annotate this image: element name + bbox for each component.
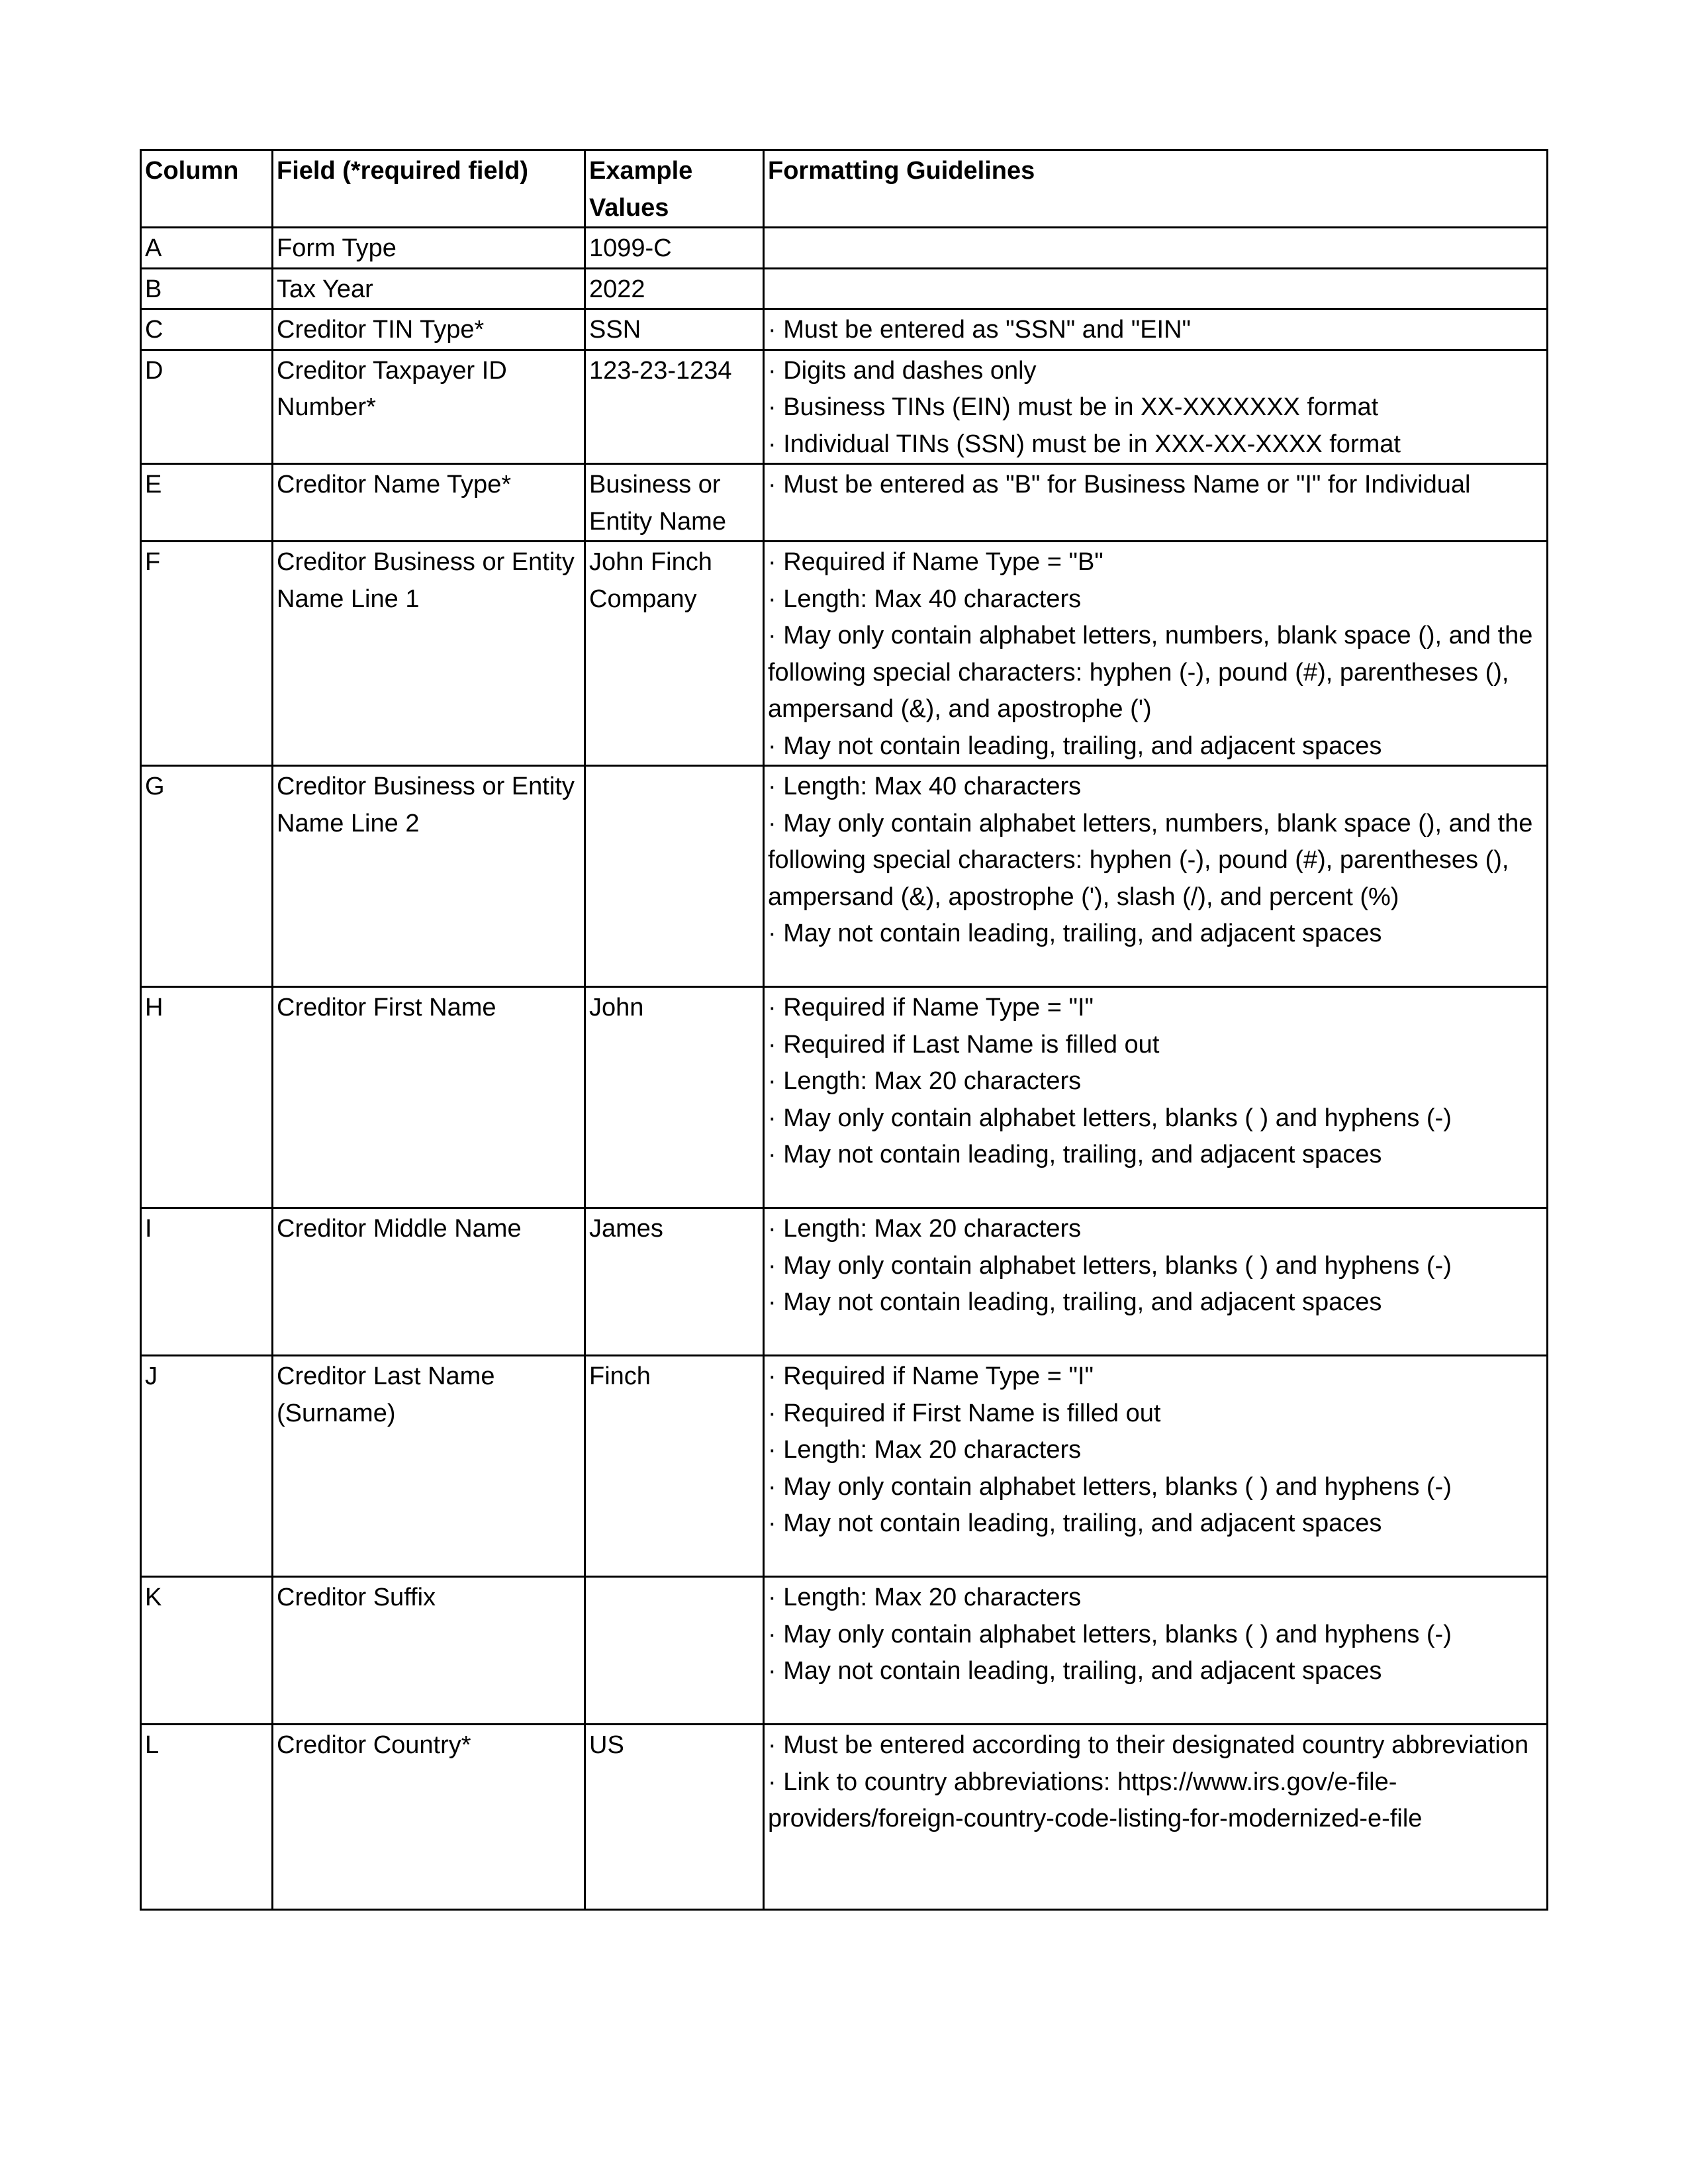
guideline-item: · Digits and dashes only bbox=[768, 356, 1037, 385]
guideline-item: · May only contain alphabet letters, numbers, blank space (), and the following special characters: hyphen (-), pound (#), parentheses (), ampersand (&), apostrophe ('), slash (/), and percent (%) bbox=[768, 809, 1533, 911]
guideline-item: · Must be entered as "SSN" and "EIN" bbox=[768, 316, 1192, 344]
table-row bbox=[141, 464, 1548, 542]
guideline-item: · May only contain alphabet letters, blanks ( ) and hyphens (-) bbox=[768, 1620, 1452, 1648]
field-name-cell: Creditor Last Name (Surname) bbox=[273, 1356, 585, 1577]
guidelines-cell bbox=[764, 464, 1548, 542]
guideline-item: · Length: Max 20 characters bbox=[768, 1436, 1082, 1464]
column-letter-cell: F bbox=[141, 542, 273, 766]
column-letter-cell: K bbox=[141, 1577, 273, 1725]
table-row bbox=[141, 228, 1548, 269]
field-name-cell: Creditor TIN Type* bbox=[273, 309, 585, 350]
guideline-item: · Link to country abbreviations: https://www.irs.gov/e-file-providers/foreign-country-code-listing-for-modernized-e-file bbox=[768, 1768, 1423, 1832]
table-row bbox=[141, 1577, 1548, 1725]
table-row bbox=[141, 1356, 1548, 1577]
guideline-item: · May not contain leading, trailing, and adjacent spaces bbox=[768, 1141, 1382, 1168]
field-spec-table bbox=[140, 149, 1548, 1911]
guideline-item: · Must be entered according to their designated country abbreviation bbox=[768, 1731, 1529, 1759]
guideline-item: · Length: Max 40 characters bbox=[768, 773, 1082, 800]
guideline-item: · May not contain leading, trailing, and adjacent spaces bbox=[768, 1509, 1382, 1537]
example-value-cell: 1099-C bbox=[585, 228, 764, 269]
field-name-cell: Creditor Country* bbox=[273, 1725, 585, 1910]
guideline-item: · May not contain leading, trailing, and adjacent spaces bbox=[768, 732, 1382, 760]
guideline-item: · Length: Max 20 characters bbox=[768, 1215, 1082, 1243]
guideline-item: · Required if Name Type = "B" bbox=[768, 548, 1103, 576]
guidelines-cell bbox=[764, 1577, 1548, 1725]
field-name-cell: Creditor Name Type* bbox=[273, 464, 585, 542]
field-name-cell: Creditor Suffix bbox=[273, 1577, 585, 1725]
column-letter-cell: C bbox=[141, 309, 273, 350]
guideline-item: · Must be entered as "B" for Business Name or "I" for Individual bbox=[768, 471, 1471, 499]
example-value-cell: US bbox=[585, 1725, 764, 1910]
guideline-item: · Individual TINs (SSN) must be in XXX-XX-XXXX format bbox=[768, 430, 1401, 458]
header-row bbox=[141, 150, 1548, 228]
field-name-cell: Creditor Business or Entity Name Line 1 bbox=[273, 542, 585, 766]
example-value-cell: Business or Entity Name bbox=[585, 464, 764, 542]
example-value-cell bbox=[585, 1577, 764, 1725]
guideline-item: · May not contain leading, trailing, and adjacent spaces bbox=[768, 920, 1382, 947]
table-row bbox=[141, 542, 1548, 766]
guidelines-cell bbox=[764, 350, 1548, 464]
field-name-cell: Tax Year bbox=[273, 268, 585, 309]
field-name-cell: Creditor Taxpayer ID Number* bbox=[273, 350, 585, 464]
table-row bbox=[141, 1208, 1548, 1356]
guideline-item: · May not contain leading, trailing, and adjacent spaces bbox=[768, 1657, 1382, 1685]
example-values-header: Example Values bbox=[585, 150, 764, 228]
guideline-item: · Required if First Name is filled out bbox=[768, 1399, 1161, 1427]
guideline-item: · Length: Max 40 characters bbox=[768, 585, 1082, 613]
guideline-item: · Required if Last Name is filled out bbox=[768, 1030, 1160, 1059]
table-body bbox=[141, 228, 1548, 1910]
table-row bbox=[141, 766, 1548, 987]
example-value-cell: SSN bbox=[585, 309, 764, 350]
table-row bbox=[141, 987, 1548, 1208]
example-value-cell bbox=[585, 766, 764, 987]
column-letter-cell: G bbox=[141, 766, 273, 987]
guidelines-cell bbox=[764, 1208, 1548, 1356]
guideline-item: · Length: Max 20 characters bbox=[768, 1584, 1082, 1611]
table-row bbox=[141, 1725, 1548, 1910]
example-value-cell: John bbox=[585, 987, 764, 1208]
guideline-item: · Length: Max 20 characters bbox=[768, 1067, 1082, 1095]
guideline-item: · May not contain leading, trailing, and adjacent spaces bbox=[768, 1288, 1382, 1316]
field-name-cell: Creditor First Name bbox=[273, 987, 585, 1208]
guidelines-cell bbox=[764, 987, 1548, 1208]
example-value-cell: James bbox=[585, 1208, 764, 1356]
example-value-cell: Finch bbox=[585, 1356, 764, 1577]
example-value-cell: 123-23-1234 bbox=[585, 350, 764, 464]
example-value-cell: 2022 bbox=[585, 268, 764, 309]
guidelines-cell bbox=[764, 268, 1548, 309]
table-row bbox=[141, 309, 1548, 350]
guideline-item: · Business TINs (EIN) must be in XX-XXXXXXX format bbox=[768, 393, 1379, 421]
field-name-cell: Form Type bbox=[273, 228, 585, 269]
guidelines-cell bbox=[764, 1356, 1548, 1577]
table-row bbox=[141, 268, 1548, 309]
guidelines-cell bbox=[764, 228, 1548, 269]
column-letter-cell: D bbox=[141, 350, 273, 464]
table-row bbox=[141, 350, 1548, 464]
guidelines-cell bbox=[764, 1725, 1548, 1910]
guideline-item: · May only contain alphabet letters, blanks ( ) and hyphens (-) bbox=[768, 1251, 1452, 1280]
guideline-item: · May only contain alphabet letters, blanks ( ) and hyphens (-) bbox=[768, 1472, 1452, 1501]
column-letter-cell: L bbox=[141, 1725, 273, 1910]
column-letter-cell: E bbox=[141, 464, 273, 542]
guideline-item: · May only contain alphabet letters, numbers, blank space (), and the following special characters: hyphen (-), pound (#), parentheses (), ampersand (&), and apostrophe (') bbox=[768, 622, 1533, 723]
guidelines-cell bbox=[764, 542, 1548, 766]
guideline-item: · May only contain alphabet letters, blanks ( ) and hyphens (-) bbox=[768, 1104, 1452, 1132]
column-letter-cell: J bbox=[141, 1356, 273, 1577]
column-letter-cell: A bbox=[141, 228, 273, 269]
guidelines-cell bbox=[764, 766, 1548, 987]
formatting-guidelines-header: Formatting Guidelines bbox=[764, 150, 1548, 228]
column-letter-cell: H bbox=[141, 987, 273, 1208]
field-header: Field (*required field) bbox=[273, 150, 585, 228]
column-letter-cell: I bbox=[141, 1208, 273, 1356]
guideline-item: · Required if Name Type = "I" bbox=[768, 994, 1094, 1021]
column-letter-cell: B bbox=[141, 268, 273, 309]
field-spec-sheet bbox=[140, 149, 1546, 1911]
example-value-cell: John Finch Company bbox=[585, 542, 764, 766]
column-header: Column bbox=[141, 150, 273, 228]
guidelines-cell bbox=[764, 309, 1548, 350]
guideline-item: · Required if Name Type = "I" bbox=[768, 1362, 1094, 1390]
field-name-cell: Creditor Middle Name bbox=[273, 1208, 585, 1356]
field-name-cell: Creditor Business or Entity Name Line 2 bbox=[273, 766, 585, 987]
